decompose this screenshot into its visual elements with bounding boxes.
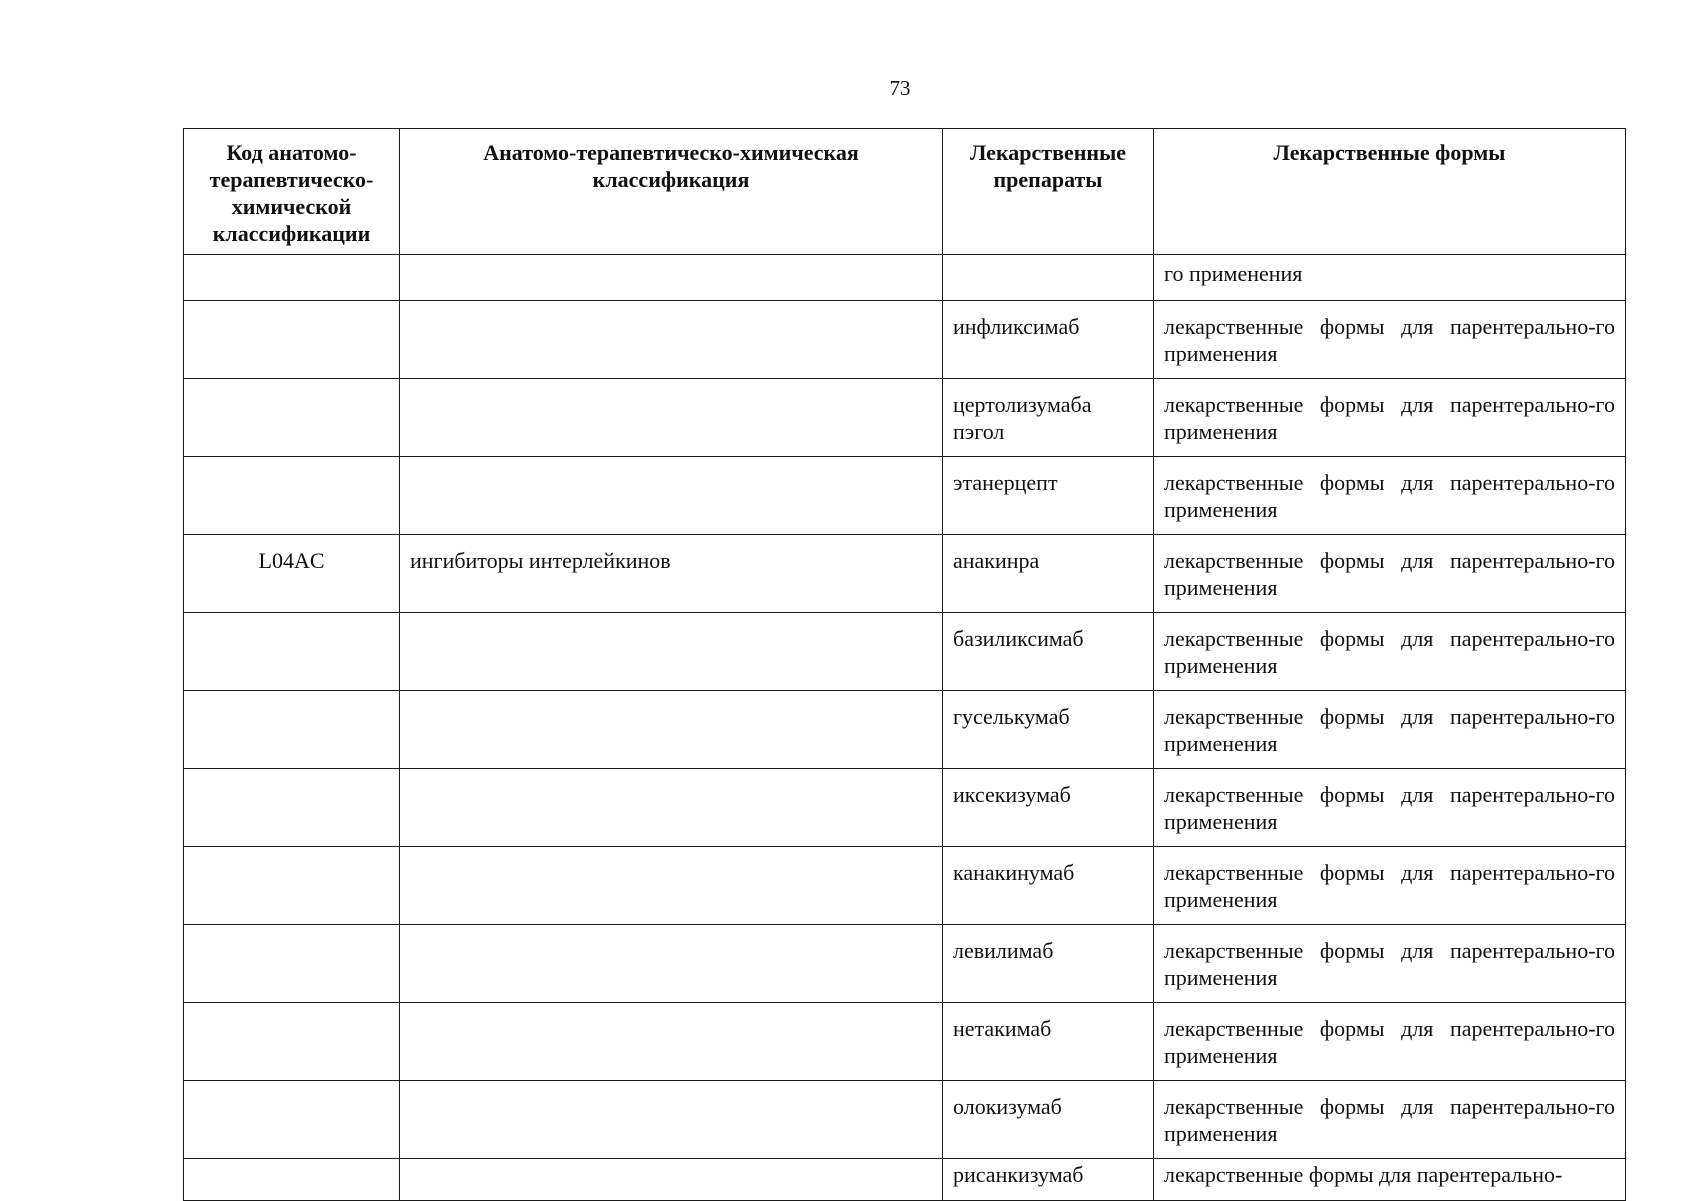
atc-code-cell (184, 457, 400, 535)
page-number: 73 (889, 76, 911, 100)
dosage-form-cell: лекарственные формы для парентерально-го применения (1154, 379, 1626, 457)
dosage-form-cell: лекарственные формы для парентерально-го применения (1154, 769, 1626, 847)
classification-cell (400, 1081, 943, 1159)
atc-code-cell (184, 379, 400, 457)
atc-code-cell (184, 691, 400, 769)
drug-cell: этанерцепт (943, 457, 1154, 535)
classification-cell (400, 1159, 943, 1201)
dosage-form-cell: лекарственные формы для парентерально-го применения (1154, 1081, 1626, 1159)
drug-cell: анакинра (943, 535, 1154, 613)
classification-cell (400, 613, 943, 691)
drug-cell: цертолизумаба пэгол (943, 379, 1154, 457)
drug-cell (943, 255, 1154, 301)
classification-cell (400, 379, 943, 457)
drug-cell: рисанкизумаб (943, 1159, 1154, 1201)
atc-code-cell (184, 925, 400, 1003)
classification-cell (400, 1003, 943, 1081)
dosage-form-cell: лекарственные формы для парентерально-го применения (1154, 691, 1626, 769)
table-row (184, 769, 1626, 847)
classification-cell: ингибиторы интерлейкинов (400, 535, 943, 613)
drug-cell: левилимаб (943, 925, 1154, 1003)
atc-code-cell (184, 301, 400, 379)
drug-cell: иксекизумаб (943, 769, 1154, 847)
table-header-row (184, 129, 1626, 255)
atc-code-cell (184, 847, 400, 925)
table-row (184, 613, 1626, 691)
atc-drug-table (183, 128, 1626, 1201)
classification-cell (400, 691, 943, 769)
header-dosage-forms: Лекарственные формы (1154, 129, 1626, 255)
dosage-form-cell: лекарственные формы для парентерально-го применения (1154, 535, 1626, 613)
classification-cell (400, 847, 943, 925)
table-row (184, 1159, 1626, 1201)
atc-code-cell (184, 1003, 400, 1081)
dosage-form-cell: лекарственные формы для парентерально-го применения (1154, 847, 1626, 925)
dosage-form-cell: лекарственные формы для парентерально-го применения (1154, 613, 1626, 691)
header-atc-code: Код анатомо-терапевтическо-химической классификации (184, 129, 400, 255)
dosage-form-cell: лекарственные формы для парентерально-го применения (1154, 925, 1626, 1003)
classification-cell (400, 925, 943, 1003)
drug-cell: канакинумаб (943, 847, 1154, 925)
atc-code-cell: L04AC (184, 535, 400, 613)
dosage-form-cell: го применения (1154, 255, 1626, 301)
table-row (184, 535, 1626, 613)
drug-cell: нетакимаб (943, 1003, 1154, 1081)
table-row (184, 1003, 1626, 1081)
header-atc-classification: Анатомо-терапевтическо-химическая классификация (400, 129, 943, 255)
table-row (184, 255, 1626, 301)
atc-code-cell (184, 613, 400, 691)
table-row (184, 925, 1626, 1003)
dosage-form-cell: лекарственные формы для парентерально-го применения (1154, 457, 1626, 535)
table-row (184, 691, 1626, 769)
classification-cell (400, 301, 943, 379)
table-row (184, 847, 1626, 925)
table-row (184, 457, 1626, 535)
table-row (184, 379, 1626, 457)
atc-code-cell (184, 769, 400, 847)
classification-cell (400, 769, 943, 847)
drug-cell: базиликсимаб (943, 613, 1154, 691)
atc-code-cell (184, 1159, 400, 1201)
classification-cell (400, 255, 943, 301)
dosage-form-cell: лекарственные формы для парентерально- (1154, 1159, 1626, 1201)
table-row (184, 301, 1626, 379)
dosage-form-cell: лекарственные формы для парентерально-го применения (1154, 1003, 1626, 1081)
atc-code-cell (184, 1081, 400, 1159)
drug-cell: инфликсимаб (943, 301, 1154, 379)
table-row (184, 1081, 1626, 1159)
dosage-form-cell: лекарственные формы для парентерально-го применения (1154, 301, 1626, 379)
atc-code-cell (184, 255, 400, 301)
drug-cell: олокизумаб (943, 1081, 1154, 1159)
classification-cell (400, 457, 943, 535)
header-drugs: Лекарственные препараты (943, 129, 1154, 255)
drug-cell: гуселькумаб (943, 691, 1154, 769)
